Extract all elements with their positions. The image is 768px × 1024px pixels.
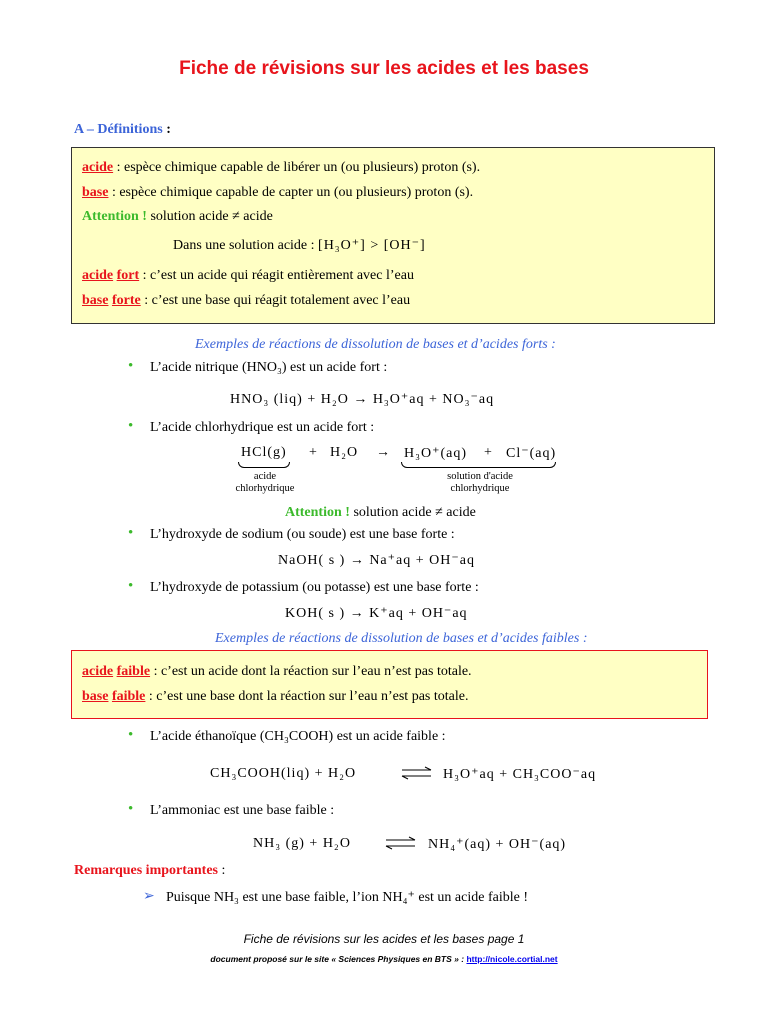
remarks-heading [74,863,225,879]
solution-acide-line [173,237,426,254]
def-base-forte [82,293,410,309]
hno3-text: L’acide nitrique (HNO₃) est un acide fort : [150,360,388,375]
bullet-naoh: • [128,525,134,541]
ch3cooh-text: L’acide éthanoïque (CH₃COOH) est un acide faible : [150,729,446,744]
remark-1: Puisque NH₃ est une base faible, l’ion NH₄⁺ est un acide faible ! [166,890,528,905]
keyword-base-forte-2: forte [111,293,141,308]
koh-text: L’hydroxyde de potassium (ou potasse) est une base forte : [150,580,479,595]
eq-hcl-left: HCl(g) [241,445,287,460]
keyword-base-2: base [82,689,109,704]
eq-hcl-plus1: + [309,445,318,460]
keyword-acide-2: acide [82,664,114,679]
footer-title: Fiche de révisions sur les acides et les bases page 1 [243,932,525,946]
naoh-text: L’hydroxyde de sodium (ou soude) est une base forte : [150,527,455,542]
eq-hcl-cl: Cl⁻(aq) [506,446,557,461]
attention2-text: solution acide ≠ acide [349,505,476,520]
bullet-nh3: • [128,801,134,817]
attention-line-1 [82,209,273,225]
keyword-faible-2: faible [111,689,146,704]
eq-nh3-left: NH₃ (g) + H₂O [253,836,351,851]
eq-ch3cooh-right: H₃O⁺aq + CH₃COO⁻aq [443,767,597,782]
subtitle-faibles: Exemples de réactions de dissolution de bases et d’acides faibles : [215,631,588,646]
solution-prefix: Dans une solution acide : [173,238,319,253]
keyword-acide-fort-1: acide [82,268,114,283]
label-left-1: acide [253,471,277,482]
def-acide [82,160,480,176]
def-base [82,185,473,201]
keyword-base: base [82,185,109,200]
def-acide-fort [82,268,414,284]
section-a-colon: : [162,122,171,137]
eq-nh3-right: NH₄⁺(aq) + OH⁻(aq) [428,837,567,852]
faible-definitions-box [71,650,708,719]
solution-equation: [H₃O⁺] > [OH⁻] [318,238,426,253]
section-a-label: A – Définitions [74,122,163,137]
eq-hcl-plus2: + [484,445,493,460]
equation-koh: KOH( s ) → K⁺aq + OH⁻aq [285,606,468,621]
def-acide-faible-text: : c’est un acide dont la réaction sur l’eau n’est pas totale. [150,664,472,679]
footer-link[interactable]: http://nicole.cortial.net [466,954,558,964]
equation-hno3: HNO₃ (liq) + H₂O → H₃O⁺aq + NO₃⁻aq [230,392,495,407]
equilibrium-arrows-icon-2 [385,835,417,851]
brace-solution [401,462,556,468]
def-base-text: : espèce chimique capable de capter un (ou plusieurs) proton (s). [108,185,474,200]
bullet-hno3: • [128,358,134,374]
attention-label: Attention ! [82,209,147,224]
remarks-colon: : [218,863,226,878]
label-right-1: solution d'acide [447,471,513,482]
footer-source [0,954,768,964]
label-right-2: chlorhydrique [450,483,510,494]
def-acide-text: : espèce chimique capable de libérer un (ou plusieurs) proton (s). [113,160,481,175]
bullet-koh: • [128,578,134,594]
nh3-text: L’ammoniac est une base faible : [150,803,335,818]
hcl-text: L’acide chlorhydrique est un acide fort : [150,420,375,435]
attention-text: solution acide ≠ acide [146,209,273,224]
eq-hcl-arrow: → [376,445,391,460]
remarks-label: Remarques importantes [74,863,219,878]
label-acide-chlorhydrique [225,471,305,495]
section-a-heading [74,122,171,138]
equation-naoh: NaOH( s ) → Na⁺aq + OH⁻aq [278,553,475,568]
def-base-faible-text: : c’est une base dont la réaction sur l’eau n’est pas totale. [145,689,469,704]
eq-hcl-h3o: H₃O⁺(aq) [404,446,468,461]
eq-hcl-h2o: H₂O [330,445,359,460]
bullet-ch3cooh: • [128,727,134,743]
equilibrium-arrows-icon [401,765,433,781]
bullet-hcl: • [128,418,134,434]
subtitle-forts: Exemples de réactions de dissolution de bases et d’acides forts : [195,337,556,352]
footer-source-text: document proposé sur le site « Sciences Physiques en BTS » : [210,954,467,964]
attention-line-2 [285,505,476,521]
def-acide-faible [82,664,472,680]
eq-ch3cooh-left: CH₃COOH(liq) + H₂O [210,766,357,781]
label-solution-acide [420,471,540,495]
keyword-acide: acide [82,160,114,175]
def-base-forte-text: : c’est une base qui réagit totalement avec l’eau [140,293,411,308]
attention2-label: Attention ! [285,505,350,520]
arrowhead-bullet-icon: ➢ [143,889,155,904]
brace-hcl [238,462,290,468]
label-left-2: chlorhydrique [235,483,295,494]
def-acide-fort-text: : c’est un acide qui réagit entièrement avec l’eau [139,268,414,283]
page-title: Fiche de révisions sur les acides et les bases [179,58,589,79]
keyword-base-forte-1: base [82,293,109,308]
def-base-faible [82,689,468,705]
keyword-faible-1: faible [116,664,151,679]
keyword-acide-fort-2: fort [116,268,140,283]
